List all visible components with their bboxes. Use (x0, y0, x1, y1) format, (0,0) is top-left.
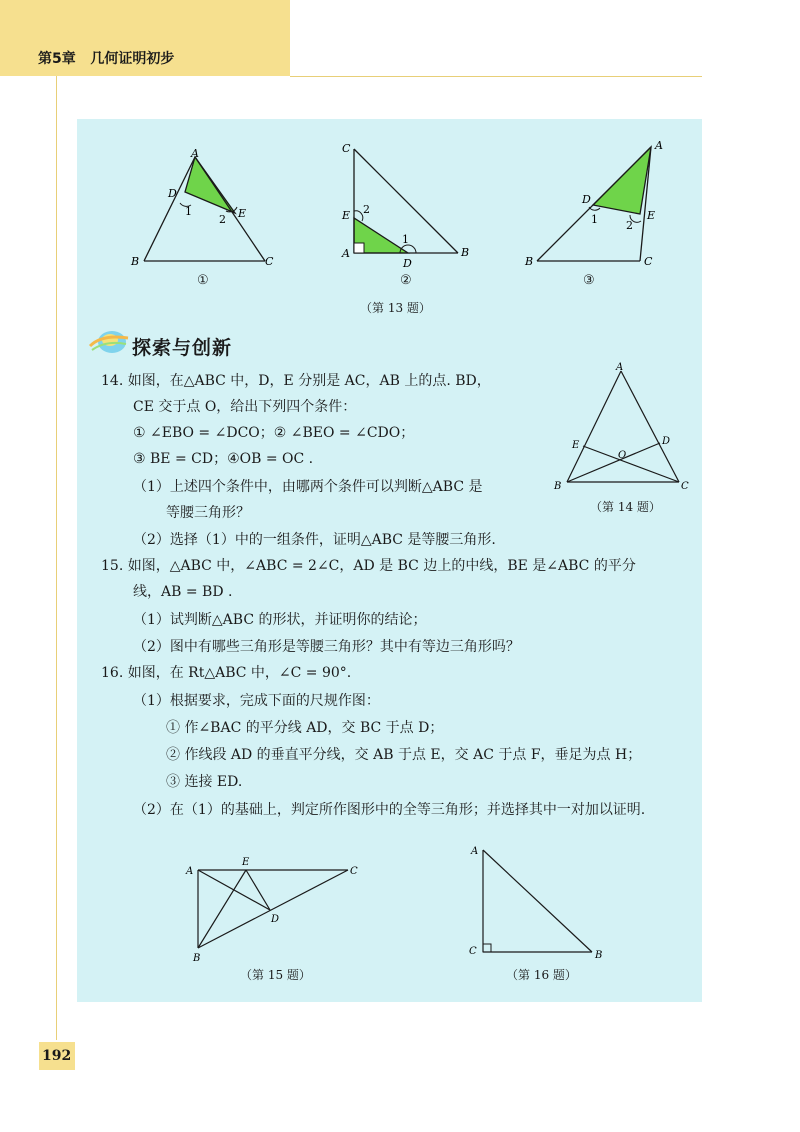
svg-text:D: D (168, 187, 177, 200)
svg-text:C: C (265, 255, 274, 268)
p15-line3: （1）试判断△ABC 的形状，并证明你的结论； (133, 612, 427, 628)
svg-text:E: E (342, 209, 351, 222)
svg-text:E: E (242, 857, 250, 868)
svg-text:B: B (461, 246, 470, 259)
p15-line2: 线，AB = BD . (133, 584, 233, 600)
figure-13-caption: （第 13 题） (360, 301, 431, 315)
svg-text:E: E (238, 207, 247, 220)
svg-text:C: C (469, 946, 477, 957)
svg-text:B: B (595, 950, 603, 961)
svg-text:B: B (525, 255, 534, 268)
chapter-title (38, 48, 174, 68)
p14-line4: ③ BE = CD；④OB = OC . (133, 451, 314, 467)
figure-15-caption: （第 15 题） (240, 968, 311, 982)
chapter-name: 几何证明初步 (90, 51, 175, 67)
svg-text:1: 1 (591, 213, 598, 226)
svg-text:E: E (647, 209, 656, 222)
svg-text:D: D (582, 193, 591, 206)
p14-line7: （2）选择（1）中的一组条件，证明△ABC 是等腰三角形. (133, 532, 496, 548)
figure-16 (465, 840, 615, 965)
figure-13-sub-1: ① (197, 273, 209, 288)
svg-text:1: 1 (185, 205, 192, 218)
margin-line (56, 76, 57, 1040)
p16-line5: ③ 连接 ED. (166, 774, 243, 790)
p16-line3: ① 作∠BAC 的平分线 AD，交 BC 于点 D； (166, 720, 444, 736)
svg-text:A: A (655, 139, 663, 152)
svg-text:1: 1 (402, 233, 409, 246)
page-number: 192 (42, 1048, 72, 1064)
figure-13-2 (341, 142, 469, 270)
p16-line2: （1）根据要求，完成下面的尺规作图： (133, 693, 380, 709)
svg-text:A: A (186, 866, 194, 877)
figure-14 (550, 360, 700, 495)
p16-line1: 16. 如图，在 Rt△ABC 中，∠C = 90°. (101, 665, 352, 681)
p14-line3: ① ∠EBO = ∠DCO；② ∠BEO = ∠CDO； (133, 425, 415, 441)
chapter-number: 第5章 (38, 51, 76, 67)
svg-text:2: 2 (363, 203, 370, 216)
svg-text:2: 2 (219, 213, 226, 226)
svg-text:C: C (350, 866, 358, 877)
svg-text:E: E (572, 440, 580, 451)
svg-text:O: O (618, 450, 627, 461)
svg-text:D: D (662, 436, 671, 447)
svg-text:C: C (342, 142, 351, 155)
svg-text:A: A (471, 846, 479, 857)
globe-icon (88, 326, 130, 356)
svg-text:C: C (681, 481, 689, 492)
p15-line4: （2）图中有哪些三角形是等腰三角形？其中有等边三角形吗？ (133, 639, 520, 655)
svg-text:D: D (403, 257, 412, 270)
section-title: 探索与创新 (132, 337, 233, 359)
svg-text:C: C (644, 255, 653, 268)
svg-text:A: A (191, 147, 199, 160)
p14-line5: （1）上述四个条件中，由哪两个条件可以判断△ABC 是 (133, 479, 483, 495)
figure-13-3 (524, 139, 663, 268)
p16-line6: （2）在（1）的基础上，判定所作图形中的全等三角形；并选择其中一对加以证明. (133, 802, 646, 818)
svg-text:B: B (131, 255, 140, 268)
p14-line2: CE 交于点 O，给出下列四个条件： (133, 399, 357, 415)
figure-14-caption: （第 14 题） (590, 500, 661, 514)
figure-16-caption: （第 16 题） (506, 968, 577, 982)
figure-13 (120, 135, 690, 270)
figure-13-sub-3: ③ (583, 273, 595, 288)
svg-text:B: B (193, 953, 201, 964)
svg-text:D: D (271, 914, 280, 925)
header-divider (290, 76, 702, 77)
figure-15 (180, 850, 370, 965)
p14-line1: 14. 如图，在△ABC 中，D，E 分别是 AC，AB 上的点. BD， (101, 373, 491, 389)
svg-text:B: B (554, 481, 562, 492)
svg-text:A: A (616, 362, 624, 373)
p14-line6: 等腰三角形？ (166, 505, 250, 521)
svg-text:2: 2 (626, 219, 633, 232)
figure-13-1 (130, 147, 274, 268)
p16-line4: ② 作线段 AD 的垂直平分线，交 AB 于点 E，交 AC 于点 F，垂足为点 H； (166, 747, 642, 763)
svg-text:A: A (342, 247, 350, 260)
p15-line1: 15. 如图，△ABC 中，∠ABC = 2∠C，AD 是 BC 边上的中线，BE 是∠ABC 的平分 (101, 558, 636, 574)
figure-13-sub-2: ② (400, 273, 412, 288)
